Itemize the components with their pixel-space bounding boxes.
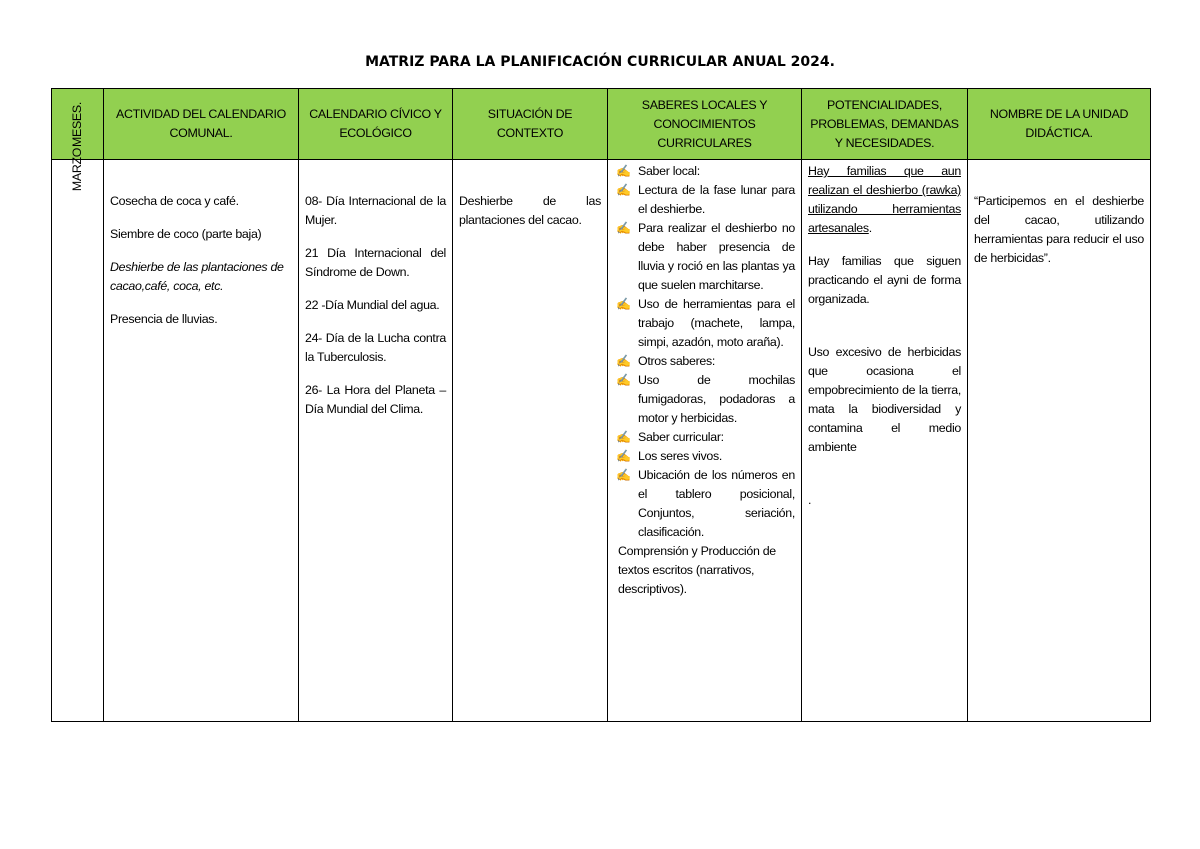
actividad-item: Cosecha de coca y café. — [110, 194, 239, 208]
saberes-item: ✍ Lectura de la fase lunar para el deshierbe. — [616, 183, 795, 216]
saberes-item: ✍ Uso de mochilas fumigadoras, podadoras a motor y herbicidas. — [616, 373, 795, 425]
cell-mes — [52, 147, 104, 722]
potencialidad-item: Hay familias que aun realizan el deshierbo (rawka) utilizando herramientas artesanales. — [808, 164, 961, 235]
cell-saberes — [608, 160, 802, 722]
cell-actividad — [104, 160, 299, 722]
actividad-item: Siembre de coco (parte baja) — [110, 227, 262, 241]
cell-calendario — [299, 160, 453, 722]
writing-hand-icon: ✍ — [616, 468, 631, 482]
document-title: MATRIZ PARA LA PLANIFICACIÓN CURRICULAR ANUAL 2024. — [365, 54, 835, 70]
writing-hand-icon: ✍ — [616, 354, 631, 368]
writing-hand-icon: ✍ — [616, 373, 631, 387]
unidad-text: “Participemos en el deshierbe del cacao, utilizando herramientas para reducir el uso de herbicidas”. — [974, 194, 1144, 265]
writing-hand-icon: ✍ — [616, 164, 631, 178]
writing-hand-icon: ✍ — [616, 183, 631, 197]
saberes-item: ✍ Ubicación de los números en el tablero posicional, Conjuntos, seriación, clasificación. — [616, 468, 795, 539]
header-actividad: ACTIVIDAD DEL CALENDARIO COMUNAL. — [104, 89, 299, 160]
header-unidad: NOMBRE DE LA UNIDAD DIDÁCTICA. — [968, 89, 1151, 160]
cell-unidad — [968, 160, 1151, 722]
month-label: MARZO — [70, 147, 84, 192]
header-calendario: CALENDARIO CÍVICO Y ECOLÓGICO — [299, 89, 453, 160]
problema-item: Uso excesivo de herbicidas que ocasiona el empobrecimiento de la tierra, mata la biodiversidad y contamina el medio ambiente — [808, 345, 961, 454]
header-saberes: SABERES LOCALES Y CONOCIMIENTOS CURRICULARES — [608, 89, 802, 160]
header-potencialidades: POTENCIALIDADES, PROBLEMAS, DEMANDAS Y NECESIDADES. — [802, 89, 968, 160]
header-situacion: SITUACIÓN DE CONTEXTO — [453, 89, 608, 160]
potencialidad-item: Hay familias que siguen practicando el ayni de forma organizada. — [808, 254, 961, 306]
calendario-item: 26- La Hora del Planeta – Día Mundial del Clima. — [305, 383, 446, 416]
writing-hand-icon: ✍ — [616, 430, 631, 444]
actividad-item: Deshierbe de las plantaciones de cacao,café, coca, etc. — [110, 260, 284, 293]
saberes-item: ✍ Saber curricular: — [614, 428, 795, 447]
cell-potencialidades — [802, 160, 968, 722]
writing-hand-icon: ✍ — [616, 221, 631, 235]
writing-hand-icon: ✍ — [616, 297, 631, 311]
calendario-item: 24- Día de la Lucha contra la Tuberculosis. — [305, 331, 446, 364]
calendario-item: 08- Día Internacional de la Mujer. — [305, 194, 446, 227]
writing-hand-icon: ✍ — [616, 449, 631, 463]
potencialidad-dot: . — [808, 493, 812, 507]
calendario-item: 22 -Día Mundial del agua. — [305, 298, 440, 312]
saberes-item: ✍ Uso de herramientas para el trabajo (machete, lampa, simpi, azadón, moto araña). — [616, 297, 795, 349]
cell-situacion — [453, 160, 608, 722]
saberes-item: ✍ Para realizar el deshierbo no debe haber presencia de lluvia y roció en las plantas ya que suelen marchitarse. — [616, 221, 795, 292]
actividad-item: Presencia de lluvias. — [110, 312, 218, 326]
saberes-item: ✍ Los seres vivos. — [614, 447, 795, 466]
month-row — [52, 160, 1151, 722]
saberes-item: ✍ Saber local: — [614, 162, 795, 181]
situacion-text: Deshierbe de las plantaciones del cacao. — [459, 194, 601, 227]
header-row — [52, 89, 1151, 160]
saberes-extra: Comprensión y Producción de textos escritos (narrativos, descriptivos). — [618, 544, 776, 596]
saberes-item: ✍ Otros saberes: — [614, 352, 795, 371]
calendario-item: 21 Día Internacional del Síndrome de Down. — [305, 246, 446, 279]
header-meses: MESES. — [52, 89, 104, 160]
saberes-list — [614, 162, 795, 542]
planning-matrix-table — [51, 88, 1151, 722]
